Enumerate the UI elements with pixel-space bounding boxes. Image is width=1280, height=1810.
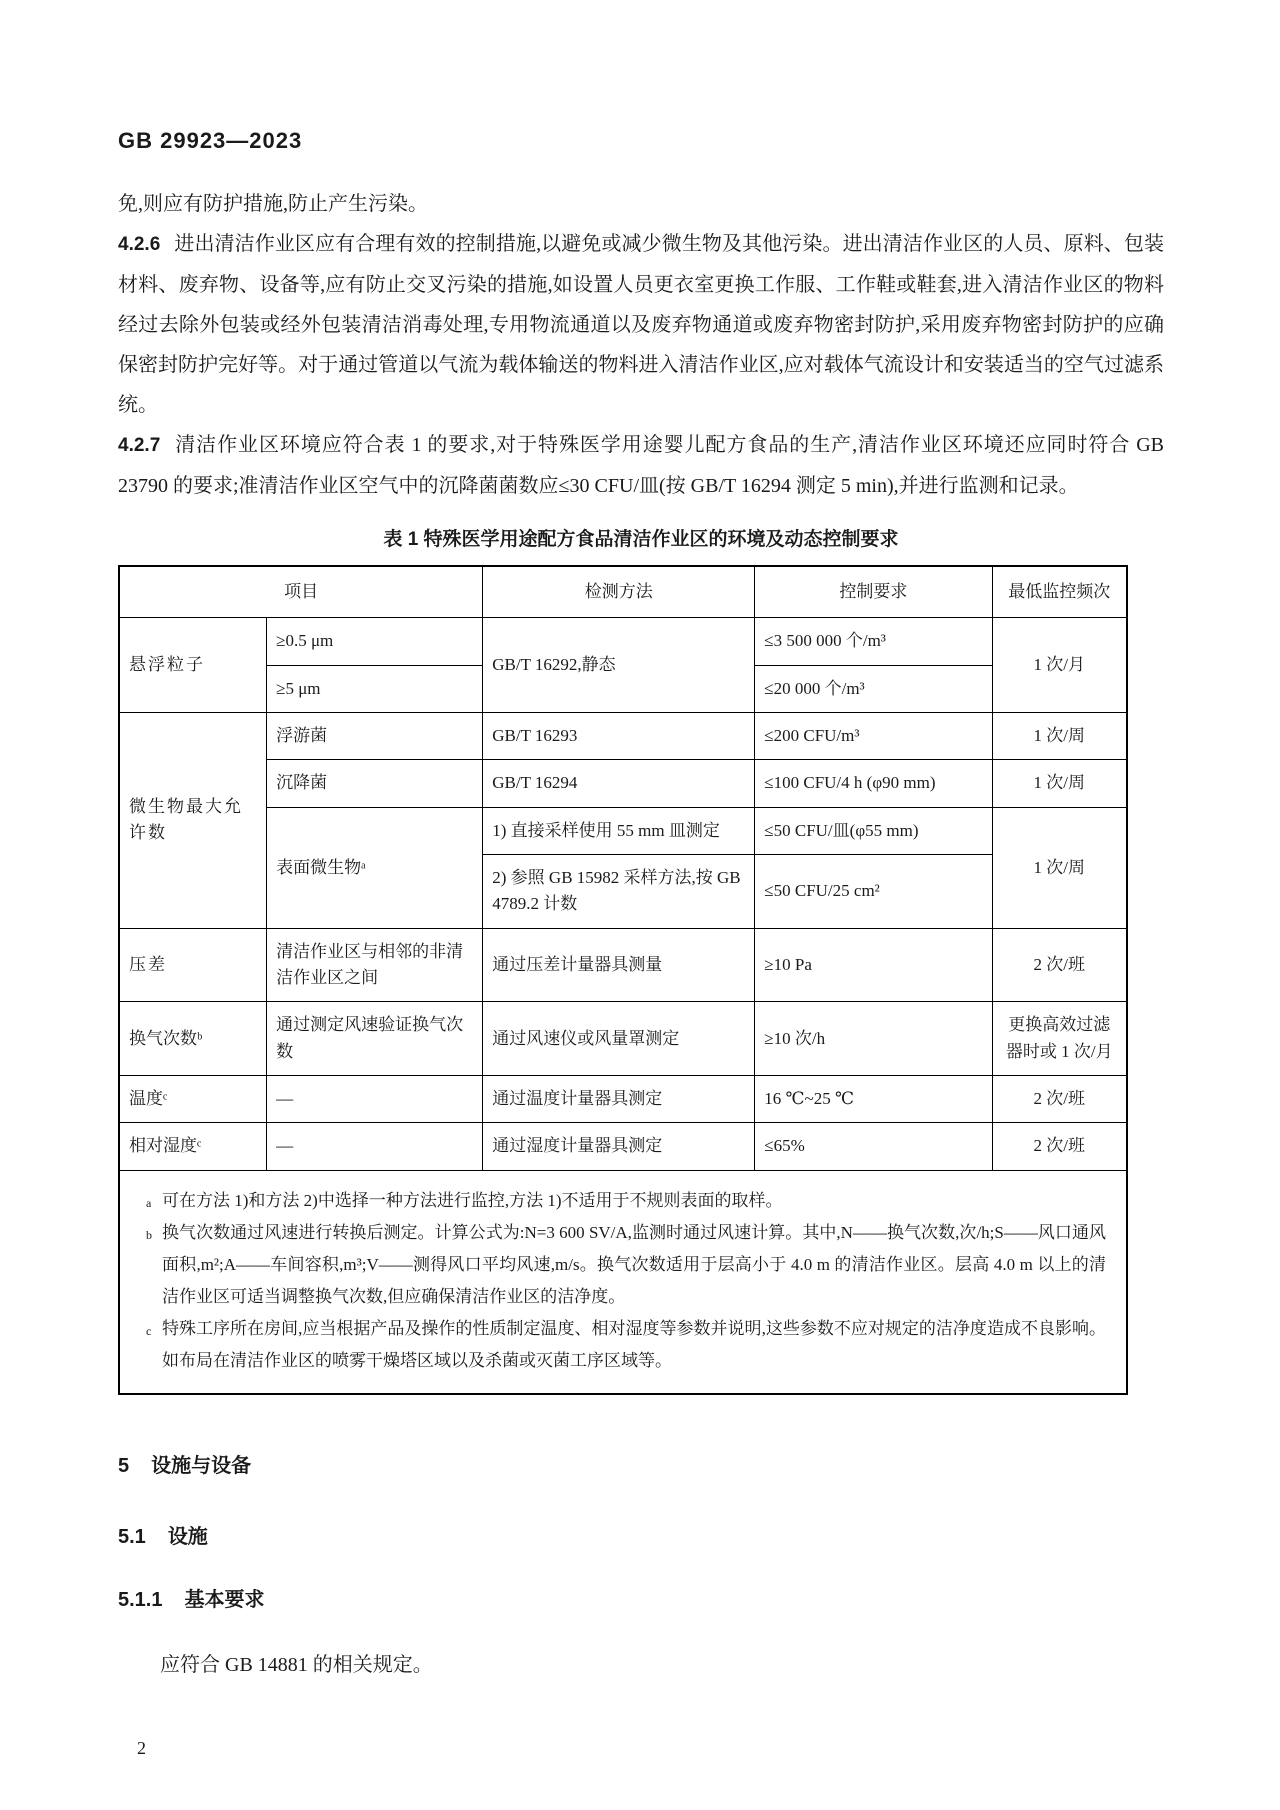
footnote-c-text: 特殊工序所在房间,应当根据产品及操作的性质制定温度、相对湿度等参数并说明,这些参数不应对规定的洁净度造成不良影响。如布局在清洁作业区的喷雾干燥塔区域以及杀菌或灭菌工序区域等。 [162,1318,1106,1370]
cell-humidity-method: 通过湿度计量器具测定 [483,1123,755,1170]
cell-susp-req-5: ≤20 000 个/m³ [755,665,992,712]
clause-number: 4.2.6 [118,234,161,255]
cell-settling-freq: 1 次/周 [992,760,1127,807]
section-5-1-heading [118,1520,1164,1549]
footnote-a [146,1185,1106,1217]
header-requirement: 控制要求 [755,566,992,618]
table-caption: 表 1 特殊医学用途配方食品清洁作业区的环境及动态控制要求 [383,529,899,550]
cell-temperature: 温度ᶜ [119,1076,267,1123]
clause-4-2-7 [118,425,1164,506]
table-1 [118,565,1128,1395]
cell-temperature-req: 16 ℃~25 ℃ [755,1076,992,1123]
cell-airborne-method: GB/T 16293 [483,713,755,760]
cell-air-change-freq: 更换高效过滤器时或 1 次/月 [992,1002,1127,1076]
cell-air-change-method: 通过风速仪或风量罩测定 [483,1002,755,1076]
cell-suspended-particles: 悬浮粒子 [119,618,267,713]
clause-number: 4.2.7 [118,435,161,456]
cell-humidity: 相对湿度ᶜ [119,1123,267,1170]
section-title: 设施与设备 [151,1454,252,1477]
cell-microorganism-max: 微生物最大允许数 [119,713,267,929]
section-title: 设施 [167,1525,208,1548]
section-5-heading [118,1449,1164,1478]
cell-pressure-method: 通过压差计量器具测量 [483,928,755,1002]
cell-surface-req-1: ≤50 CFU/皿(φ55 mm) [755,807,992,854]
section-5-1-1-heading [118,1583,1164,1612]
header-frequency: 最低监控频次 [992,566,1127,618]
cell-surface-microorganism: 表面微生物ᵃ [267,807,483,928]
cell-humidity-scope: — [267,1123,483,1170]
footnote-b-marker: b [146,1227,152,1242]
table-row [119,1123,1127,1170]
table-row [119,713,1127,760]
footnote-a-text: 可在方法 1)和方法 2)中选择一种方法进行监控,方法 1)不适用于不规则表面的取样。 [162,1190,783,1210]
cell-susp-freq: 1 次/月 [992,618,1127,713]
table-footnotes [119,1170,1127,1394]
table-row [119,928,1127,1002]
table-row [119,760,1127,807]
section-number: 5.1 [118,1525,146,1548]
table-row [119,1002,1127,1076]
cell-airborne-req: ≤200 CFU/m³ [755,713,992,760]
cell-air-change-req: ≥10 次/h [755,1002,992,1076]
cell-temperature-freq: 2 次/班 [992,1076,1127,1123]
cell-pressure-freq: 2 次/班 [992,928,1127,1002]
section-number: 5 [118,1454,130,1477]
clause-text: 进出清洁作业区应有合理有效的控制措施,以避免或减少微生物及其他污染。进出清洁作业区的人员、原料、包装材料、废弃物、设备等,应有防止交叉污染的措施,如设置人员更衣室更换工作服、工作鞋或鞋套,进入清洁作业区的物料经过去除外包装或经外包装清洁消毒处理,专用物流通道以及废弃物通道或废弃物密封防护,采用废弃物密封防护的应确保密封防护完好等。对于通过管道以气流为载体输送的物料进入清洁作业区,应对载体气流设计和安装适当的空气过滤系统。 [118,233,1164,416]
cell-airborne-bacteria: 浮游菌 [267,713,483,760]
table-footnote-row [119,1170,1127,1394]
header-item: 项目 [119,566,483,618]
cell-susp-req-05: ≤3 500 000 个/m³ [755,618,992,665]
cell-humidity-freq: 2 次/班 [992,1123,1127,1170]
header-method: 检测方法 [483,566,755,618]
cell-ge-5um: ≥5 μm [267,665,483,712]
cell-surface-req-2: ≤50 CFU/25 cm² [755,855,992,929]
cell-settling-req: ≤100 CFU/4 h (φ90 mm) [755,760,992,807]
table-header-row [119,566,1127,618]
clause-4-2-6 [118,224,1164,425]
section-number: 5.1.1 [118,1588,163,1611]
cell-surface-method-1: 1) 直接采样使用 55 mm 皿测定 [483,807,755,854]
cell-pressure-req: ≥10 Pa [755,928,992,1002]
table-row [119,807,1127,854]
footnote-c-marker: c [146,1323,152,1338]
cell-surface-method-2: 2) 参照 GB 15982 采样方法,按 GB 4789.2 计数 [483,855,755,929]
cell-temperature-scope: — [267,1076,483,1123]
page-number: 2 [137,1738,146,1758]
cell-air-change: 换气次数ᵇ [119,1002,267,1076]
table-row [119,1076,1127,1123]
footnote-b-text: 换气次数通过风速进行转换后测定。计算公式为:N=3 600 SV/A,监测时通过风速计算。其中,N——换气次数,次/h;S——风口通风面积,m²;A——车间容积,m³;V——测得风口平均风速,m/s。换气次数适用于层高小于 4.0 m 的清洁作业区。层高 4.0 m 以上的清洁作业区可适当调整换气次数,但应确保清洁作业区的洁净度。 [162,1222,1106,1306]
cell-humidity-req: ≤65% [755,1123,992,1170]
cell-surface-freq: 1 次/周 [992,807,1127,928]
cell-temperature-method: 通过温度计量器具测定 [483,1076,755,1123]
cell-pressure-diff: 压差 [119,928,267,1002]
cell-settling-bacteria: 沉降菌 [267,760,483,807]
table-row [119,618,1127,665]
footnote-b [146,1217,1106,1313]
standard-number: GB 29923—2023 [118,128,303,153]
footnote-c [146,1313,1106,1377]
section-title: 基本要求 [184,1588,265,1611]
cell-airborne-freq: 1 次/周 [992,713,1127,760]
sections [118,1449,1164,1677]
body-text [118,184,1164,506]
cell-settling-method: GB/T 16294 [483,760,755,807]
cell-susp-method: GB/T 16292,静态 [483,618,755,713]
clause-text: 清洁作业区环境应符合表 1 的要求,对于特殊医学用途婴儿配方食品的生产,清洁作业区环境还应同时符合 GB 23790 的要求;准清洁作业区空气中的沉降菌菌数应≤30 CFU/皿(按 GB/T 16294 测定 5 min),并进行监测和记录。 [118,434,1164,497]
footnote-a-marker: a [146,1195,152,1210]
cell-air-change-scope: 通过测定风速验证换气次数 [267,1002,483,1076]
paragraph-continuation: 免,则应有防护措施,防止产生污染。 [118,193,428,215]
cell-ge-05um: ≥0.5 μm [267,618,483,665]
cell-pressure-scope: 清洁作业区与相邻的非清洁作业区之间 [267,928,483,1002]
section-5-1-1-text: 应符合 GB 14881 的相关规定。 [160,1653,433,1676]
